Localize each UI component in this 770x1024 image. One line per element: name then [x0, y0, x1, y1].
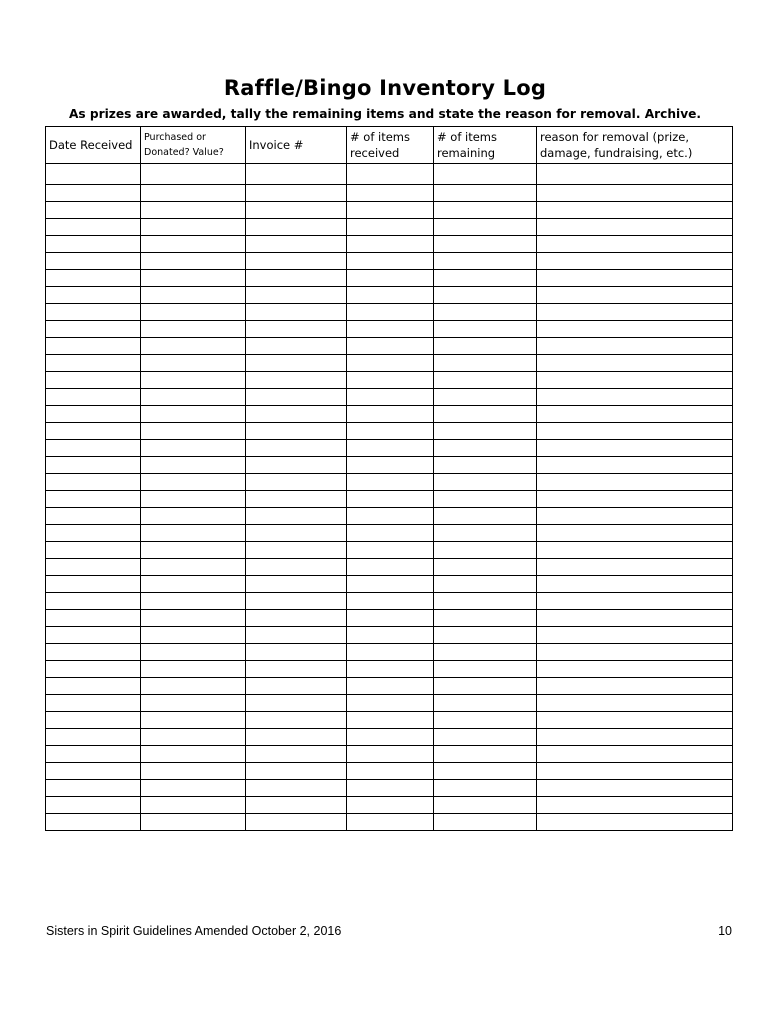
cell-items-remaining[interactable] — [434, 542, 537, 559]
cell-date-received[interactable] — [46, 372, 141, 389]
cell-purchased-or-donated[interactable] — [141, 164, 246, 185]
cell-items-received[interactable] — [347, 780, 434, 797]
cell-purchased-or-donated[interactable] — [141, 423, 246, 440]
table-row — [46, 253, 733, 270]
cell-date-received[interactable] — [46, 304, 141, 321]
cell-items-received[interactable] — [347, 372, 434, 389]
cell-invoice[interactable] — [246, 440, 347, 457]
cell-date-received[interactable] — [46, 474, 141, 491]
page-title: Raffle/Bingo Inventory Log — [223, 76, 547, 100]
cell-date-received[interactable] — [46, 814, 141, 831]
cell-items-remaining[interactable] — [434, 729, 537, 746]
cell-purchased-or-donated[interactable] — [141, 440, 246, 457]
table-row — [46, 508, 733, 525]
cell-purchased-or-donated[interactable] — [141, 508, 246, 525]
cell-items-remaining[interactable] — [434, 164, 537, 185]
table-row — [46, 457, 733, 474]
cell-reason-for-removal[interactable] — [537, 610, 733, 627]
cell-invoice[interactable] — [246, 627, 347, 644]
cell-date-received[interactable] — [46, 542, 141, 559]
cell-reason-for-removal[interactable] — [537, 423, 733, 440]
cell-items-remaining[interactable] — [434, 797, 537, 814]
cell-items-remaining[interactable] — [434, 678, 537, 695]
cell-invoice[interactable] — [246, 644, 347, 661]
cell-invoice[interactable] — [246, 508, 347, 525]
table-row — [46, 406, 733, 423]
cell-purchased-or-donated[interactable] — [141, 338, 246, 355]
cell-date-received[interactable] — [46, 797, 141, 814]
table-row — [46, 491, 733, 508]
cell-date-received[interactable] — [46, 763, 141, 780]
cell-items-remaining[interactable] — [434, 763, 537, 780]
table-row — [46, 729, 733, 746]
cell-invoice[interactable] — [246, 678, 347, 695]
cell-purchased-or-donated[interactable] — [141, 355, 246, 372]
cell-items-received[interactable] — [347, 491, 434, 508]
cell-items-received[interactable] — [347, 270, 434, 287]
cell-purchased-or-donated[interactable] — [141, 287, 246, 304]
cell-date-received[interactable] — [46, 576, 141, 593]
cell-invoice[interactable] — [246, 185, 347, 202]
cell-reason-for-removal[interactable] — [537, 389, 733, 406]
cell-invoice[interactable] — [246, 559, 347, 576]
cell-items-remaining[interactable] — [434, 389, 537, 406]
cell-purchased-or-donated[interactable] — [141, 253, 246, 270]
cell-date-received[interactable] — [46, 661, 141, 678]
cell-reason-for-removal[interactable] — [537, 321, 733, 338]
column-header-items-received: # of items received — [347, 127, 434, 164]
cell-reason-for-removal[interactable] — [537, 729, 733, 746]
cell-items-remaining[interactable] — [434, 304, 537, 321]
cell-items-received[interactable] — [347, 644, 434, 661]
cell-items-received[interactable] — [347, 338, 434, 355]
cell-invoice[interactable] — [246, 695, 347, 712]
cell-reason-for-removal[interactable] — [537, 644, 733, 661]
cell-items-remaining[interactable] — [434, 440, 537, 457]
cell-invoice[interactable] — [246, 610, 347, 627]
cell-items-remaining[interactable] — [434, 525, 537, 542]
cell-purchased-or-donated[interactable] — [141, 525, 246, 542]
cell-purchased-or-donated[interactable] — [141, 219, 246, 236]
cell-date-received[interactable] — [46, 593, 141, 610]
cell-purchased-or-donated[interactable] — [141, 746, 246, 763]
cell-date-received[interactable] — [46, 164, 141, 185]
cell-date-received[interactable] — [46, 695, 141, 712]
cell-invoice[interactable] — [246, 236, 347, 253]
cell-purchased-or-donated[interactable] — [141, 576, 246, 593]
cell-purchased-or-donated[interactable] — [141, 695, 246, 712]
cell-items-received[interactable] — [347, 355, 434, 372]
cell-items-received[interactable] — [347, 219, 434, 236]
table-row — [46, 389, 733, 406]
table-row — [46, 576, 733, 593]
cell-items-remaining[interactable] — [434, 236, 537, 253]
cell-invoice[interactable] — [246, 746, 347, 763]
cell-date-received[interactable] — [46, 406, 141, 423]
cell-items-remaining[interactable] — [434, 695, 537, 712]
cell-date-received[interactable] — [46, 644, 141, 661]
table-row — [46, 763, 733, 780]
cell-reason-for-removal[interactable] — [537, 236, 733, 253]
cell-items-remaining[interactable] — [434, 287, 537, 304]
cell-reason-for-removal[interactable] — [537, 678, 733, 695]
cell-items-received[interactable] — [347, 423, 434, 440]
cell-items-remaining[interactable] — [434, 644, 537, 661]
table-row — [46, 644, 733, 661]
cell-date-received[interactable] — [46, 440, 141, 457]
table-header-row — [46, 127, 733, 164]
cell-items-remaining[interactable] — [434, 508, 537, 525]
cell-invoice[interactable] — [246, 202, 347, 219]
cell-reason-for-removal[interactable] — [537, 185, 733, 202]
cell-items-remaining[interactable] — [434, 338, 537, 355]
cell-items-received[interactable] — [347, 164, 434, 185]
cell-reason-for-removal[interactable] — [537, 474, 733, 491]
cell-purchased-or-donated[interactable] — [141, 712, 246, 729]
cell-items-remaining[interactable] — [434, 491, 537, 508]
cell-items-remaining[interactable] — [434, 627, 537, 644]
table-row — [46, 236, 733, 253]
table-row — [46, 780, 733, 797]
cell-purchased-or-donated[interactable] — [141, 729, 246, 746]
cell-invoice[interactable] — [246, 542, 347, 559]
cell-invoice[interactable] — [246, 338, 347, 355]
cell-invoice[interactable] — [246, 797, 347, 814]
cell-items-remaining[interactable] — [434, 219, 537, 236]
cell-date-received[interactable] — [46, 321, 141, 338]
cell-items-received[interactable] — [347, 406, 434, 423]
cell-date-received[interactable] — [46, 729, 141, 746]
cell-invoice[interactable] — [246, 164, 347, 185]
cell-date-received[interactable] — [46, 746, 141, 763]
cell-items-received[interactable] — [347, 525, 434, 542]
table-row — [46, 474, 733, 491]
cell-purchased-or-donated[interactable] — [141, 389, 246, 406]
cell-items-received[interactable] — [347, 457, 434, 474]
cell-purchased-or-donated[interactable] — [141, 202, 246, 219]
table-row — [46, 661, 733, 678]
cell-items-remaining[interactable] — [434, 321, 537, 338]
cell-reason-for-removal[interactable] — [537, 576, 733, 593]
cell-invoice[interactable] — [246, 321, 347, 338]
cell-items-received[interactable] — [347, 236, 434, 253]
cell-items-remaining[interactable] — [434, 474, 537, 491]
table-row — [46, 355, 733, 372]
column-header-reason-for-removal: reason for removal (prize, damage, fundraising, etc.) — [537, 127, 733, 164]
cell-invoice[interactable] — [246, 406, 347, 423]
cell-date-received[interactable] — [46, 712, 141, 729]
cell-items-remaining[interactable] — [434, 270, 537, 287]
cell-items-received[interactable] — [347, 627, 434, 644]
table-row — [46, 321, 733, 338]
cell-date-received[interactable] — [46, 219, 141, 236]
cell-purchased-or-donated[interactable] — [141, 559, 246, 576]
table-row — [46, 440, 733, 457]
cell-items-remaining[interactable] — [434, 423, 537, 440]
cell-date-received[interactable] — [46, 185, 141, 202]
cell-purchased-or-donated[interactable] — [141, 610, 246, 627]
table-row — [46, 559, 733, 576]
cell-items-received[interactable] — [347, 797, 434, 814]
cell-purchased-or-donated[interactable] — [141, 185, 246, 202]
cell-reason-for-removal[interactable] — [537, 219, 733, 236]
table-row — [46, 627, 733, 644]
column-header-invoice: Invoice # — [246, 127, 347, 164]
cell-reason-for-removal[interactable] — [537, 763, 733, 780]
cell-reason-for-removal[interactable] — [537, 491, 733, 508]
table-row — [46, 695, 733, 712]
table-row — [46, 202, 733, 219]
cell-reason-for-removal[interactable] — [537, 338, 733, 355]
table-row — [46, 542, 733, 559]
cell-purchased-or-donated[interactable] — [141, 491, 246, 508]
cell-purchased-or-donated[interactable] — [141, 644, 246, 661]
cell-purchased-or-donated[interactable] — [141, 542, 246, 559]
cell-date-received[interactable] — [46, 780, 141, 797]
cell-reason-for-removal[interactable] — [537, 661, 733, 678]
cell-date-received[interactable] — [46, 678, 141, 695]
cell-items-received[interactable] — [347, 253, 434, 270]
cell-items-received[interactable] — [347, 389, 434, 406]
table-row — [46, 164, 733, 185]
table-row — [46, 746, 733, 763]
cell-items-received[interactable] — [347, 508, 434, 525]
table-row — [46, 797, 733, 814]
cell-invoice[interactable] — [246, 661, 347, 678]
cell-purchased-or-donated[interactable] — [141, 236, 246, 253]
table-row — [46, 219, 733, 236]
cell-items-remaining[interactable] — [434, 406, 537, 423]
cell-invoice[interactable] — [246, 763, 347, 780]
cell-items-received[interactable] — [347, 321, 434, 338]
cell-reason-for-removal[interactable] — [537, 406, 733, 423]
cell-purchased-or-donated[interactable] — [141, 372, 246, 389]
cell-reason-for-removal[interactable] — [537, 542, 733, 559]
cell-items-received[interactable] — [347, 542, 434, 559]
cell-reason-for-removal[interactable] — [537, 525, 733, 542]
cell-date-received[interactable] — [46, 270, 141, 287]
cell-purchased-or-donated[interactable] — [141, 678, 246, 695]
table-row — [46, 610, 733, 627]
inventory-log-table — [45, 126, 733, 831]
cell-date-received[interactable] — [46, 389, 141, 406]
cell-items-received[interactable] — [347, 474, 434, 491]
table-row — [46, 287, 733, 304]
cell-date-received[interactable] — [46, 627, 141, 644]
cell-items-remaining[interactable] — [434, 661, 537, 678]
cell-invoice[interactable] — [246, 287, 347, 304]
cell-date-received[interactable] — [46, 338, 141, 355]
column-header-date-received: Date Received — [46, 127, 141, 164]
page-number: 10 — [718, 924, 732, 938]
cell-purchased-or-donated[interactable] — [141, 627, 246, 644]
cell-items-remaining[interactable] — [434, 712, 537, 729]
cell-items-received[interactable] — [347, 304, 434, 321]
cell-reason-for-removal[interactable] — [537, 814, 733, 831]
cell-purchased-or-donated[interactable] — [141, 661, 246, 678]
cell-reason-for-removal[interactable] — [537, 372, 733, 389]
cell-invoice[interactable] — [246, 304, 347, 321]
cell-invoice[interactable] — [246, 525, 347, 542]
cell-purchased-or-donated[interactable] — [141, 304, 246, 321]
cell-date-received[interactable] — [46, 610, 141, 627]
cell-purchased-or-donated[interactable] — [141, 814, 246, 831]
cell-items-received[interactable] — [347, 287, 434, 304]
cell-purchased-or-donated[interactable] — [141, 321, 246, 338]
table-row — [46, 593, 733, 610]
cell-reason-for-removal[interactable] — [537, 780, 733, 797]
cell-invoice[interactable] — [246, 729, 347, 746]
cell-purchased-or-donated[interactable] — [141, 270, 246, 287]
cell-items-received[interactable] — [347, 576, 434, 593]
cell-items-remaining[interactable] — [434, 746, 537, 763]
cell-items-remaining[interactable] — [434, 372, 537, 389]
cell-purchased-or-donated[interactable] — [141, 797, 246, 814]
cell-invoice[interactable] — [246, 372, 347, 389]
cell-items-received[interactable] — [347, 678, 434, 695]
cell-purchased-or-donated[interactable] — [141, 780, 246, 797]
column-header-items-remaining: # of items remaining — [434, 127, 537, 164]
cell-invoice[interactable] — [246, 389, 347, 406]
cell-reason-for-removal[interactable] — [537, 593, 733, 610]
cell-reason-for-removal[interactable] — [537, 559, 733, 576]
cell-invoice[interactable] — [246, 270, 347, 287]
table-row — [46, 338, 733, 355]
table-row — [46, 712, 733, 729]
cell-date-received[interactable] — [46, 253, 141, 270]
cell-items-remaining[interactable] — [434, 202, 537, 219]
cell-items-received[interactable] — [347, 593, 434, 610]
cell-reason-for-removal[interactable] — [537, 202, 733, 219]
cell-reason-for-removal[interactable] — [537, 457, 733, 474]
cell-items-remaining[interactable] — [434, 253, 537, 270]
table-row — [46, 270, 733, 287]
cell-reason-for-removal[interactable] — [537, 253, 733, 270]
cell-reason-for-removal[interactable] — [537, 440, 733, 457]
cell-date-received[interactable] — [46, 508, 141, 525]
table-row — [46, 372, 733, 389]
cell-date-received[interactable] — [46, 525, 141, 542]
cell-purchased-or-donated[interactable] — [141, 406, 246, 423]
cell-items-received[interactable] — [347, 185, 434, 202]
cell-items-received[interactable] — [347, 763, 434, 780]
cell-reason-for-removal[interactable] — [537, 508, 733, 525]
cell-items-received[interactable] — [347, 729, 434, 746]
page-subtitle: As prizes are awarded, tally the remaining items and state the reason for removal. Archive. — [68, 107, 702, 121]
cell-items-received[interactable] — [347, 202, 434, 219]
cell-items-received[interactable] — [347, 695, 434, 712]
cell-invoice[interactable] — [246, 219, 347, 236]
cell-reason-for-removal[interactable] — [537, 627, 733, 644]
cell-purchased-or-donated[interactable] — [141, 474, 246, 491]
cell-items-remaining[interactable] — [434, 185, 537, 202]
cell-invoice[interactable] — [246, 712, 347, 729]
table-row — [46, 423, 733, 440]
cell-reason-for-removal[interactable] — [537, 270, 733, 287]
cell-invoice[interactable] — [246, 780, 347, 797]
cell-items-remaining[interactable] — [434, 457, 537, 474]
cell-items-received[interactable] — [347, 610, 434, 627]
cell-items-received[interactable] — [347, 661, 434, 678]
cell-purchased-or-donated[interactable] — [141, 593, 246, 610]
cell-invoice[interactable] — [246, 491, 347, 508]
cell-items-received[interactable] — [347, 712, 434, 729]
cell-invoice[interactable] — [246, 474, 347, 491]
cell-reason-for-removal[interactable] — [537, 746, 733, 763]
cell-items-remaining[interactable] — [434, 559, 537, 576]
cell-invoice[interactable] — [246, 814, 347, 831]
cell-date-received[interactable] — [46, 423, 141, 440]
cell-invoice[interactable] — [246, 576, 347, 593]
table-row — [46, 185, 733, 202]
cell-date-received[interactable] — [46, 236, 141, 253]
table-row — [46, 525, 733, 542]
cell-date-received[interactable] — [46, 457, 141, 474]
cell-date-received[interactable] — [46, 559, 141, 576]
cell-date-received[interactable] — [46, 287, 141, 304]
table-row — [46, 304, 733, 321]
cell-reason-for-removal[interactable] — [537, 164, 733, 185]
cell-items-received[interactable] — [347, 559, 434, 576]
cell-items-remaining[interactable] — [434, 576, 537, 593]
cell-purchased-or-donated[interactable] — [141, 457, 246, 474]
cell-purchased-or-donated[interactable] — [141, 763, 246, 780]
table-row — [46, 678, 733, 695]
cell-reason-for-removal[interactable] — [537, 304, 733, 321]
table-row — [46, 814, 733, 831]
cell-items-received[interactable] — [347, 814, 434, 831]
cell-reason-for-removal[interactable] — [537, 695, 733, 712]
cell-invoice[interactable] — [246, 355, 347, 372]
cell-items-received[interactable] — [347, 440, 434, 457]
cell-reason-for-removal[interactable] — [537, 797, 733, 814]
cell-items-received[interactable] — [347, 746, 434, 763]
cell-items-remaining[interactable] — [434, 814, 537, 831]
cell-date-received[interactable] — [46, 355, 141, 372]
cell-items-remaining[interactable] — [434, 355, 537, 372]
cell-reason-for-removal[interactable] — [537, 712, 733, 729]
cell-date-received[interactable] — [46, 491, 141, 508]
cell-items-remaining[interactable] — [434, 780, 537, 797]
cell-items-remaining[interactable] — [434, 610, 537, 627]
cell-invoice[interactable] — [246, 593, 347, 610]
cell-reason-for-removal[interactable] — [537, 355, 733, 372]
cell-items-remaining[interactable] — [434, 593, 537, 610]
cell-invoice[interactable] — [246, 457, 347, 474]
footer-text: Sisters in Spirit Guidelines Amended October 2, 2016 — [46, 924, 342, 938]
cell-invoice[interactable] — [246, 253, 347, 270]
cell-reason-for-removal[interactable] — [537, 287, 733, 304]
cell-date-received[interactable] — [46, 202, 141, 219]
column-header-purchased-or-donated: Purchased or Donated? Value? — [141, 127, 246, 164]
cell-invoice[interactable] — [246, 423, 347, 440]
